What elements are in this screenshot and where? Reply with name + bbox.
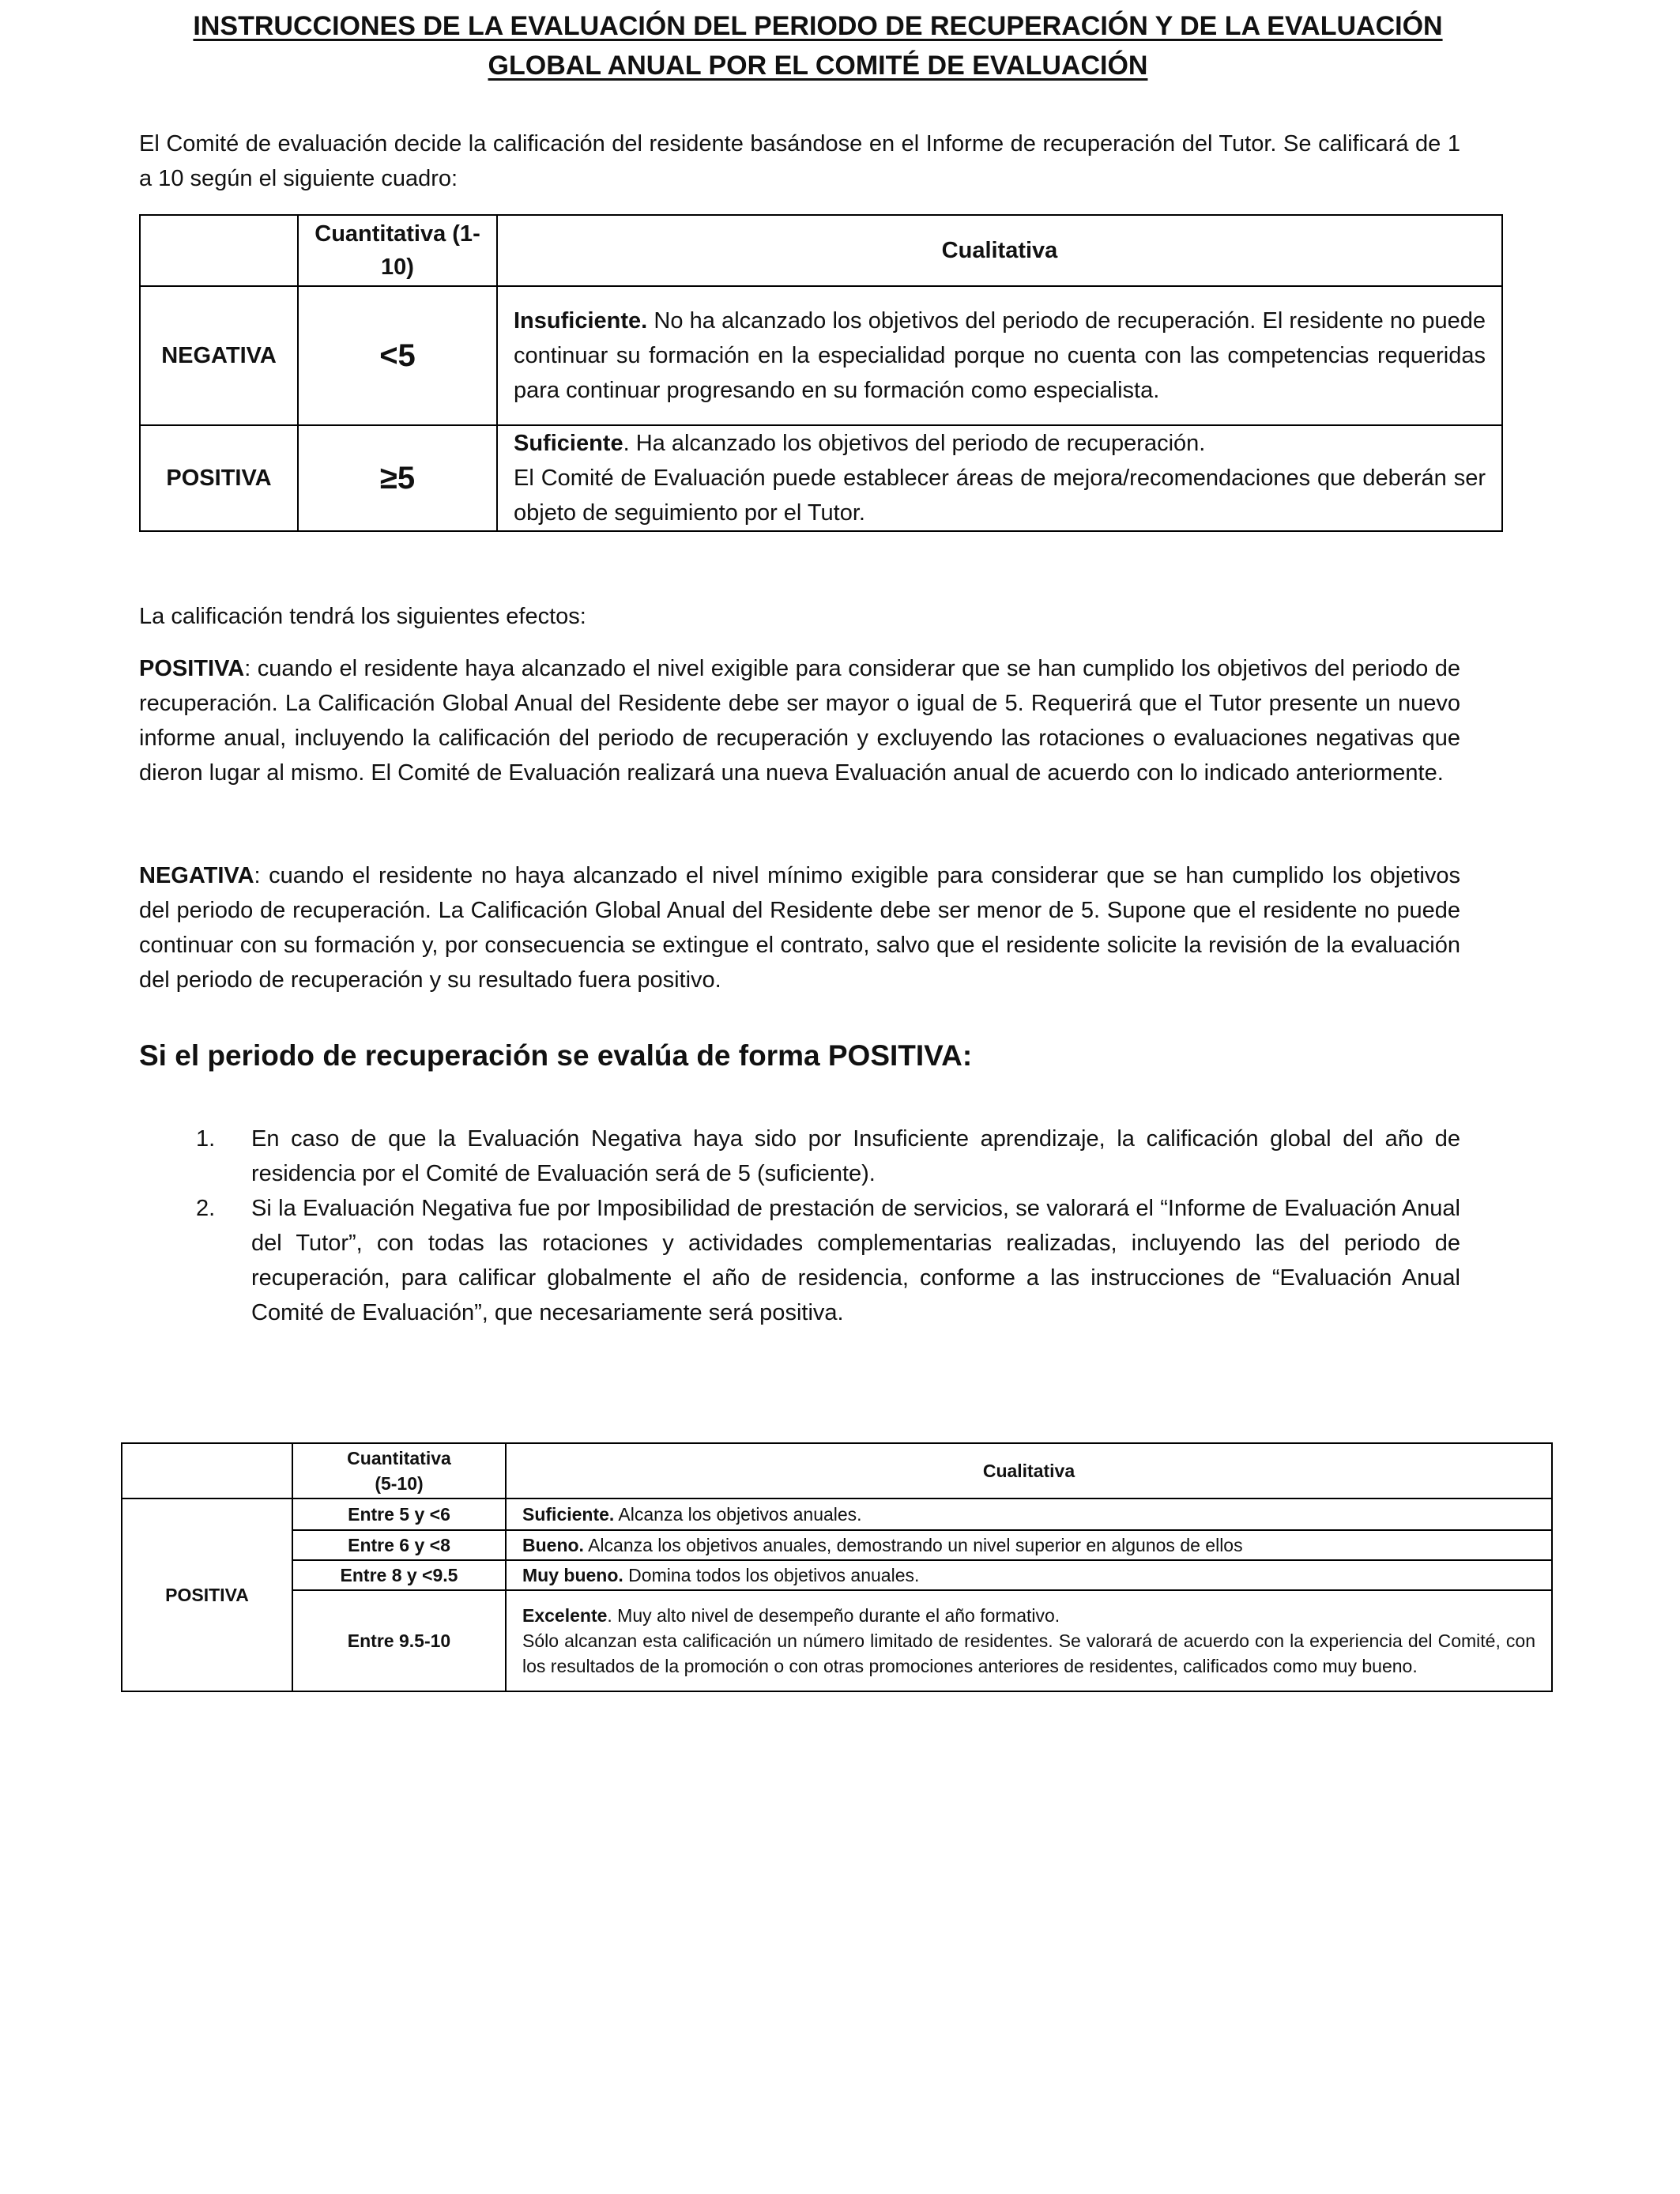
group-label: POSITIVA [122,1498,292,1691]
title-line-1: INSTRUCCIONES DE LA EVALUACIÓN DEL PERIODO DE RECUPERACIÓN Y DE LA EVALUACIÓN [193,11,1443,41]
row-range: Entre 5 y <6 [292,1498,506,1530]
row-description [497,286,1502,425]
row-range: Entre 6 y <8 [292,1530,506,1560]
table-header-qualitative: Cualitativa [497,215,1502,286]
positiva-lead: POSITIVA [139,656,245,681]
row-term: Bueno. [522,1535,584,1555]
list-number: 1. [196,1126,216,1152]
document-title [111,6,1525,85]
list-item [139,1191,1460,1330]
row-range: Entre 8 y <9.5 [292,1560,506,1590]
row-desc: Alcanza los objetivos anuales, demostrando un nivel superior en algunos de ellos [583,1535,1243,1555]
numbered-list [139,1122,1460,1330]
positiva-text: : cuando el residente haya alcanzado el nivel exigible para considerar que se han cumplido los objetivos del periodo de recuperación. La Calificación Global Anual del Residente debe ser mayor o igual de 5. Requerirá que el Tutor presente un nuevo informe anual, incluyendo la calificación del periodo de recuperación y excluyendo las rotaciones o evaluaciones negativas que dieron lugar al mismo. El Comité de Evaluación realizará una nueva Evaluación anual de acuerdo con lo indicado anteriormente. [139,656,1460,786]
row-range: Entre 9.5-10 [292,1590,506,1691]
row-description [497,425,1502,531]
table-header-empty [122,1443,292,1498]
row-value: ≥5 [298,425,497,531]
table-header-row [140,215,1502,286]
table-row [122,1590,1552,1691]
row-description [506,1560,1552,1590]
row-term: Insuficiente. [514,308,648,334]
table-header-quantitative [292,1443,506,1498]
table-row [122,1530,1552,1560]
row-desc: . Muy alto nivel de desempeño durante el año formativo. [607,1605,1060,1626]
negativa-text: : cuando el residente no haya alcanzado el nivel mínimo exigible para considerar que se han cumplido los objetivos del periodo de recuperación. La Calificación Global Anual del Residente debe ser menor de 5. Supone que el residente no puede continuar con su formación y, por consecuencia se extingue el contrato, salvo que el residente solicite la revisión de la evaluación del periodo de recuperación y su resultado fuera positivo. [139,863,1460,993]
list-number: 2. [196,1196,216,1221]
header-quant-line-2: (5-10) [375,1473,424,1494]
row-description [506,1530,1552,1560]
negativa-lead: NEGATIVA [139,863,254,888]
row-term: Suficiente. [522,1504,615,1525]
row-desc: No ha alcanzado los objetivos del periodo de recuperación. El residente no puede continuar su formación en la especialidad porque no cuenta con las competencias requeridas para continuar progresando en su formación como especialista. [514,308,1486,403]
row-term: Suficiente [514,431,623,456]
table-header-qualitative: Cualitativa [506,1443,1552,1498]
row-label: POSITIVA [140,425,298,531]
positiva-paragraph [139,651,1460,790]
list-text: Si la Evaluación Negativa fue por Imposibilidad de prestación de servicios, se valorará el “Informe de Evaluación Anual del Tutor”, con todas las rotaciones y actividades complementarias realizadas, incluyendo las del periodo de recuperación, para calificar globalmente el año de residencia, conforme a las instrucciones de “Evaluación Anual Comité de Evaluación”, que necesariamente será positiva. [251,1196,1460,1325]
row-description [506,1498,1552,1530]
table-header-empty [140,215,298,286]
table-row [140,425,1502,531]
row-desc-2: Sólo alcanzan esta calificación un número limitado de residentes. Se valorará de acuerdo con la experiencia del Comité, con los resultados de la promoción o con otras promociones anteriores de residentes, calificados como muy bueno. [522,1630,1535,1676]
recovery-grading-table [139,214,1503,532]
row-desc: Domina todos los objetivos anuales. [623,1565,920,1585]
list-item [139,1122,1460,1191]
list-text: En caso de que la Evaluación Negativa haya sido por Insuficiente aprendizaje, la calificación global del año de residencia por el Comité de Evaluación será de 5 (suficiente). [251,1126,1460,1186]
table-header-row [122,1443,1552,1498]
row-term: Muy bueno. [522,1565,623,1585]
row-label: NEGATIVA [140,286,298,425]
effects-intro: La calificación tendrá los siguientes efectos: [139,604,586,629]
row-description [506,1590,1552,1691]
row-term: Excelente [522,1605,608,1626]
annual-grading-table [121,1442,1553,1692]
title-line-2: GLOBAL ANUAL POR EL COMITÉ DE EVALUACIÓN [488,51,1148,81]
row-desc: Alcanza los objetivos anuales. [614,1504,862,1525]
table-row [140,286,1502,425]
table-header-quantitative: Cuantitativa (1-10) [298,215,497,286]
table-row [122,1560,1552,1590]
row-desc: . Ha alcanzado los objetivos del periodo de recuperación. [623,431,1206,456]
row-value: <5 [298,286,497,425]
row-desc-2: El Comité de Evaluación puede establecer áreas de mejora/recomendaciones que deberán ser objeto de seguimiento por el Tutor. [514,466,1486,526]
table-row [122,1498,1552,1530]
section-heading: Si el periodo de recuperación se evalúa de forma POSITIVA: [139,1039,973,1072]
intro-paragraph: El Comité de evaluación decide la calificación del residente basándose en el Informe de recuperación del Tutor. Se calificará de 1 a 10 según el siguiente cuadro: [139,131,1460,191]
negativa-paragraph [139,858,1460,997]
header-quant-line-1: Cuantitativa [347,1448,451,1468]
